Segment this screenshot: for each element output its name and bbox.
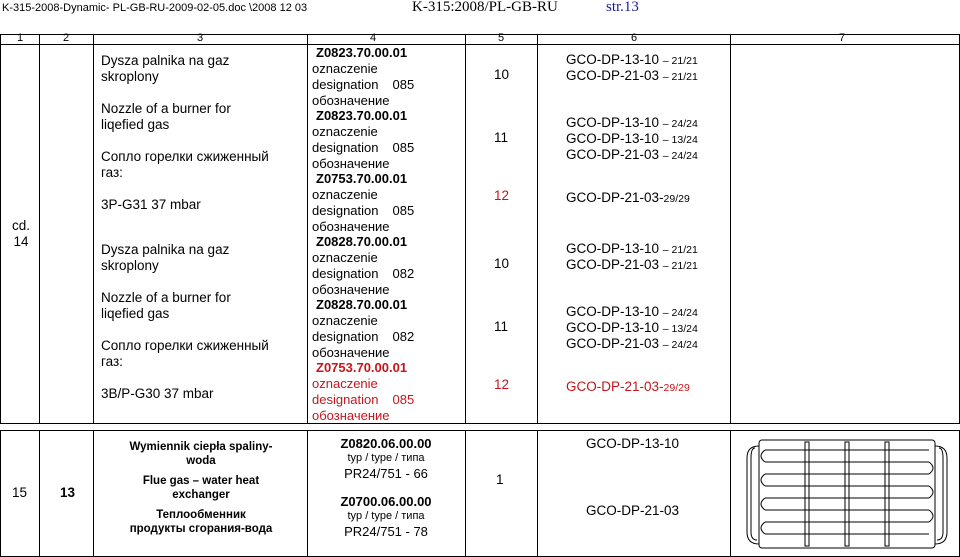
model-size: – 24/24 xyxy=(662,118,698,130)
part-code: Z0823.70.00.01 xyxy=(316,108,408,123)
model-size: – 21/21 xyxy=(662,260,698,272)
item-description-g31: Dysza palnika na gaz skroplony Nozzle of a burner for liqefied gas Сопло горелки сжиженный газ: 3P-G31 37 mbar xyxy=(101,53,269,212)
desc-en-2: exchanger xyxy=(172,489,230,501)
designation-text: designation xyxy=(312,140,379,155)
model-code: GCO-DP-13-10 xyxy=(566,304,663,319)
col-number-1: 1 xyxy=(16,32,24,44)
part-code: Z0828.70.00.01 xyxy=(316,297,408,312)
part-code: Z0753.70.00.01 xyxy=(316,360,408,375)
model-code: GCO-DP-13-10 xyxy=(566,320,663,335)
designation-text: designation xyxy=(312,266,379,281)
designation-number: 085 xyxy=(392,203,415,218)
part-code: Z0753.70.00.01 xyxy=(316,171,408,186)
model-size: 29/29 xyxy=(663,382,690,394)
designation-entry xyxy=(312,171,462,235)
label-oznaczenie: oznaczenie xyxy=(312,250,378,265)
col-number-7: 7 xyxy=(838,32,846,44)
designation-text: designation xyxy=(312,203,379,218)
part-code: Z0828.70.00.01 xyxy=(316,234,408,249)
heat-exchanger-codes xyxy=(310,436,462,539)
header-filename: K-315-2008-Dynamic- PL-GB-RU-2009-02-05.doc \2008 12 03 xyxy=(2,2,308,14)
model-name xyxy=(566,53,698,67)
model-name xyxy=(566,337,698,351)
model-name xyxy=(566,116,698,130)
model-size: – 13/24 xyxy=(662,323,698,335)
col-number-5: 5 xyxy=(497,32,505,44)
model-code: GCO-DP-21-03 xyxy=(566,68,663,83)
label-oboznachenie: обозначение xyxy=(312,219,390,234)
heat-exchanger-description xyxy=(96,440,306,536)
desc-pl-1: Wymiennik ciepła spaliny- xyxy=(129,441,273,453)
quantity: 11 xyxy=(494,130,509,145)
model-code: GCO-DP-13-10 xyxy=(566,131,663,146)
part-code: Z0823.70.00.01 xyxy=(316,45,408,60)
model-size: – 21/21 xyxy=(662,244,698,256)
designation-text: designation xyxy=(312,77,379,92)
label-designation xyxy=(312,77,462,93)
model-name xyxy=(566,132,698,146)
quantity: 11 xyxy=(494,319,509,334)
model-size: – 21/21 xyxy=(662,55,698,67)
model-name xyxy=(566,321,698,335)
designation-text: designation xyxy=(312,329,379,344)
model-size: – 24/24 xyxy=(662,339,698,351)
label-oznaczenie: oznaczenie xyxy=(312,187,378,202)
model-code: GCO-DP-21-03 xyxy=(566,257,663,272)
label-designation xyxy=(312,140,462,156)
label-designation xyxy=(312,329,462,345)
quantity: 12 xyxy=(494,377,510,392)
model-name xyxy=(566,305,698,319)
designation-number: 082 xyxy=(392,266,415,281)
quantity: 10 xyxy=(494,67,510,82)
designation-entry xyxy=(312,45,462,109)
model-code: GCO-DP-21-03- xyxy=(566,190,664,205)
hx-pr-1: PR24/751 - 66 xyxy=(344,466,428,481)
model-size: – 21/21 xyxy=(662,71,698,83)
desc-ru-2: продукты сгорания-вода xyxy=(129,523,273,535)
model-code: GCO-DP-21-03 xyxy=(566,336,663,351)
quantity: 10 xyxy=(494,256,510,271)
model-code: GCO-DP-13-10 xyxy=(566,52,663,67)
col-number-2: 2 xyxy=(62,32,70,44)
designation-entry xyxy=(312,360,462,424)
hx-quantity: 1 xyxy=(496,472,504,487)
hx-type-1: typ / type / типа xyxy=(347,452,425,464)
model-size: 29/29 xyxy=(663,193,690,205)
label-oboznachenie: обозначение xyxy=(312,282,390,297)
model-name xyxy=(566,191,690,205)
label-oboznachenie: обозначение xyxy=(312,345,390,360)
label-designation xyxy=(312,392,462,408)
hx-code-1: Z0820.06.00.00 xyxy=(340,436,432,451)
label-oznaczenie: oznaczenie xyxy=(312,376,378,391)
item-position: cd. 14 xyxy=(11,218,30,249)
designation-number: 085 xyxy=(392,77,415,92)
document-header xyxy=(0,0,960,16)
model-code: GCO-DP-21-03- xyxy=(566,379,664,394)
model-code: GCO-DP-21-03 xyxy=(566,147,663,162)
model-name xyxy=(566,148,698,162)
designation-number: 082 xyxy=(392,329,415,344)
label-oboznachenie: обозначение xyxy=(312,408,390,423)
desc-en-1: Flue gas – water heat xyxy=(142,475,260,487)
model-name xyxy=(566,258,698,272)
designation-text: designation xyxy=(312,392,379,407)
hx-code-2: Z0700.06.00.00 xyxy=(340,494,432,509)
model-name xyxy=(566,380,690,394)
heat-exchanger-drawing-icon xyxy=(745,432,950,554)
designation-entry xyxy=(312,234,462,298)
hx-type-2: typ / type / типа xyxy=(347,510,425,522)
row-subnumber: 13 xyxy=(60,485,76,500)
designation-number: 085 xyxy=(392,140,415,155)
model-size: – 13/24 xyxy=(662,134,698,146)
label-designation xyxy=(312,266,462,282)
model-size: – 24/24 xyxy=(662,307,698,319)
hx-model-2: GCO-DP-21-03 xyxy=(586,503,680,518)
designation-number: 085 xyxy=(392,392,415,407)
header-standard: K-315:2008/PL-GB-RU xyxy=(412,0,558,15)
label-oznaczenie: oznaczenie xyxy=(312,124,378,139)
desc-pl-2: woda xyxy=(186,455,216,467)
desc-ru-1: Теплообменник xyxy=(156,509,246,521)
quantity: 12 xyxy=(494,188,510,203)
model-code: GCO-DP-13-10 xyxy=(566,241,663,256)
label-oznaczenie: oznaczenie xyxy=(312,313,378,328)
hx-model-1: GCO-DP-13-10 xyxy=(586,436,680,451)
model-name xyxy=(566,242,698,256)
hx-pr-2: PR24/751 - 78 xyxy=(344,524,428,539)
model-size: – 24/24 xyxy=(662,150,698,162)
label-oboznachenie: обозначение xyxy=(312,93,390,108)
col-number-4: 4 xyxy=(369,32,377,44)
label-oboznachenie: обозначение xyxy=(312,156,390,171)
model-code: GCO-DP-13-10 xyxy=(566,115,663,130)
col-number-6: 6 xyxy=(630,32,638,44)
col-number-3: 3 xyxy=(196,32,204,44)
designation-entry xyxy=(312,297,462,361)
label-oznaczenie: oznaczenie xyxy=(312,61,378,76)
header-page: str.13 xyxy=(606,0,639,15)
model-name xyxy=(566,69,698,83)
label-designation xyxy=(312,203,462,219)
row-number: 15 xyxy=(12,485,28,500)
designation-entry xyxy=(312,108,462,172)
item-description-g30: Dysza palnika na gaz skroplony Nozzle of a burner for liqefied gas Сопло горелки сжиженный газ: 3B/P-G30 37 mbar xyxy=(101,242,269,401)
